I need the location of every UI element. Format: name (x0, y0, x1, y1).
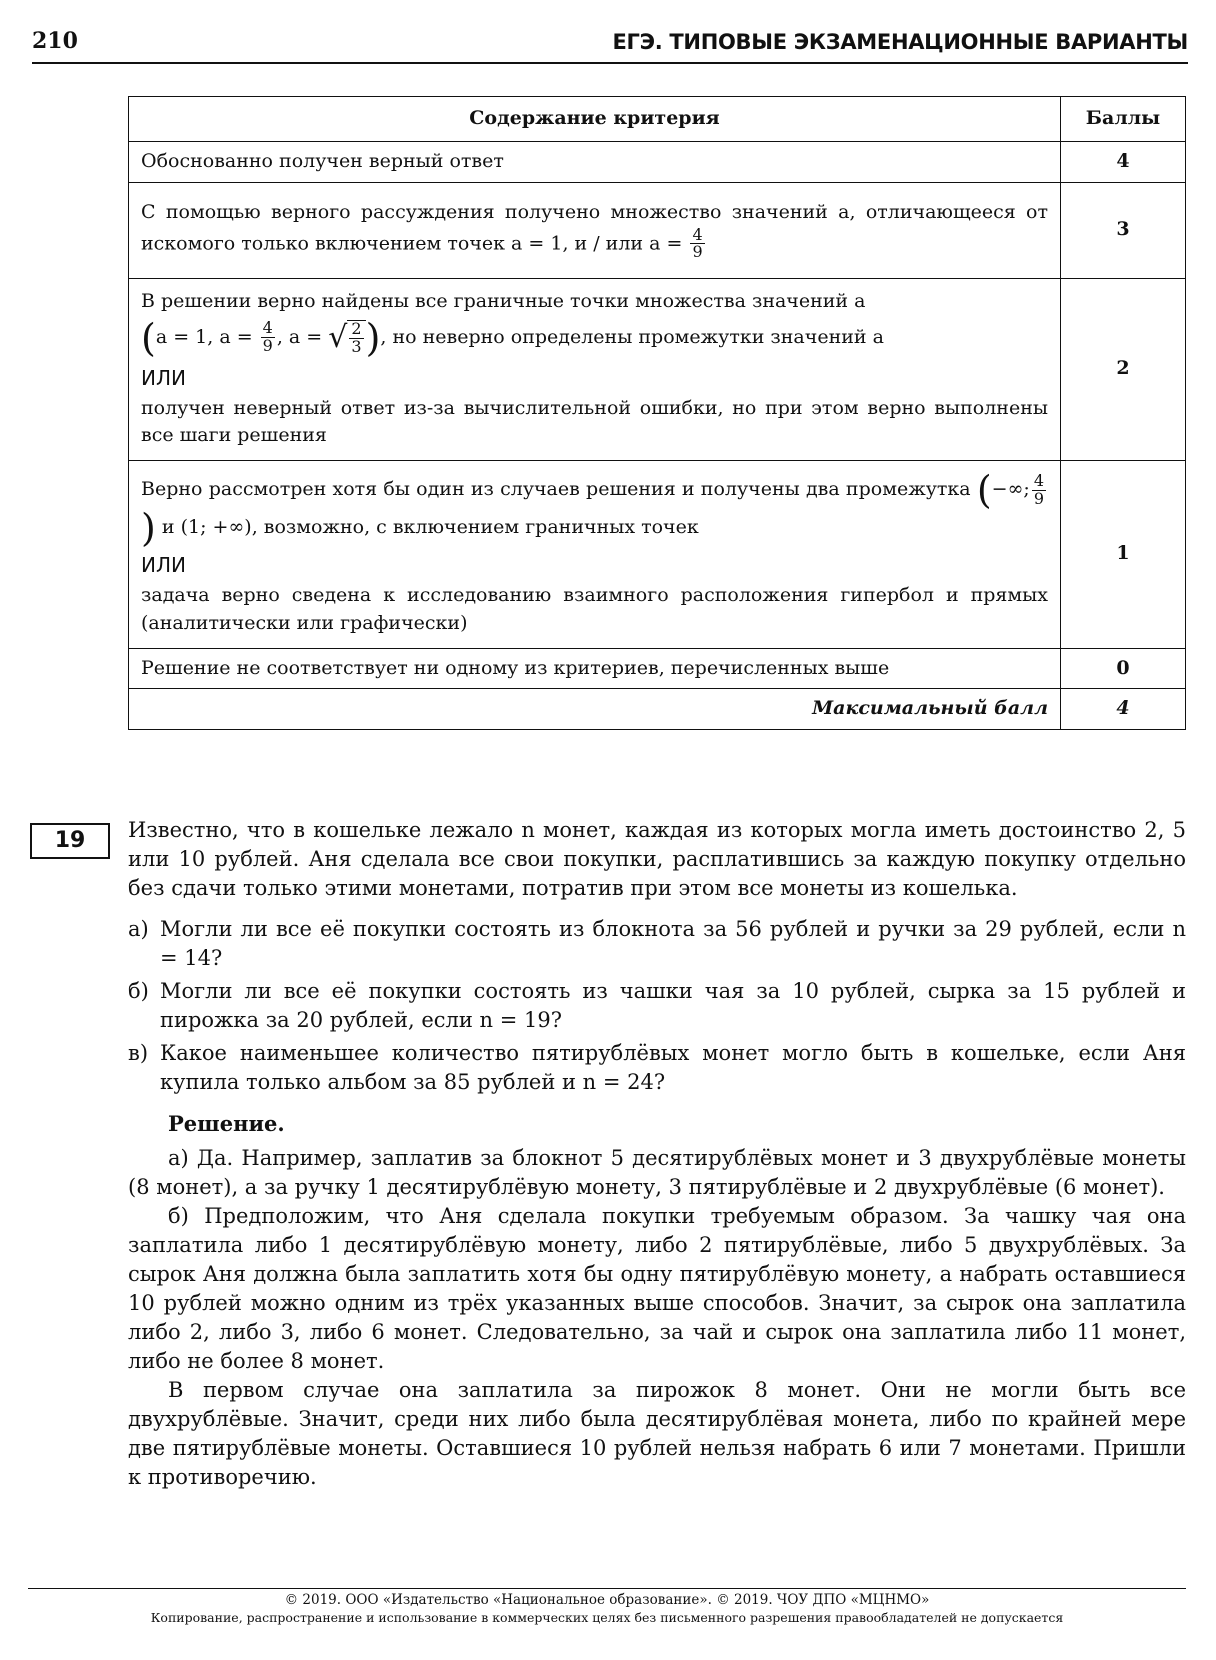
column-header-content: Содержание критерия (129, 97, 1061, 142)
task-item-mark: в) (128, 1041, 149, 1065)
math-expression: , a = (276, 325, 323, 348)
task-intro: Известно, что в кошельке лежало n монет, каждая из которых могла иметь достоинство 2, 5 или 10 рублей. Аня сделала все свои покупки, расплатившись за каждую покупку отдельно без сдачи только этими монетами, потратив при этом все монеты из кошелька. (128, 818, 1186, 900)
or-separator: ИЛИ (141, 365, 186, 390)
criterion-text: , возможно, с включением граничных точек (251, 516, 699, 538)
criterion-cell: Верно рассмотрен хотя бы один из случаев решения и получены два промежутка (−∞; $\frac{4}{9}$ ) и (1; +∞), возможно, с включением граничных точек ИЛИ задача верно сведена к исследованию взаимного расположения гипербол и прямых (аналитически или графически) (129, 460, 1061, 648)
max-score-row (129, 689, 1186, 730)
criterion-text: задача верно сведена к исследованию взаимного расположения гипербол и прямых (аналитически или графически) (141, 584, 1048, 634)
task-item (128, 1039, 1186, 1097)
task-item (128, 915, 1186, 973)
criterion-text: С помощью верного рассуждения получено множество значений a, отличающееся от искомого только включением точек a = 1, и / или a = (141, 200, 1048, 254)
table-row (129, 460, 1186, 648)
or-separator: ИЛИ (141, 553, 186, 577)
table-row (129, 142, 1186, 183)
task-body (128, 816, 1186, 1492)
page-header (32, 22, 1188, 64)
copyright-notice: Копирование, распространение и использование в коммерческих целях без письменного разрешения правообладателей не допускается (150, 1610, 1064, 1625)
square-root: √ $\frac{2}{3}$ (328, 316, 365, 360)
solution-paragraph: б) Предположим, что Аня сделала покупки требуемым образом. За чашку чая она заплатила либо 1 десятирублёвую монету, либо 2 пятирублёвые, либо 5 двухрублёвых. За сырок Аня должна была заплатить хотя бы одну пятирублёвую монету, а набрать оставшиеся 10 рублей можно одним из трёх указанных выше способов. Значит, за сырок она заплатила либо 2, либо 3, либо 6 монет. Следовательно, за чай и сырок она заплатила либо 11 монет, либо не более 8 монет. (128, 1204, 1186, 1373)
task-item (128, 977, 1186, 1035)
max-score-label: Максимальный балл (129, 689, 1061, 730)
math-expression: (1; +∞) (180, 516, 252, 538)
fraction: $\frac{4}{9}$ (692, 224, 703, 262)
criterion-score: 4 (1061, 142, 1186, 183)
table-row (129, 278, 1186, 460)
max-score-value: 4 (1061, 689, 1186, 730)
criterion-score: 2 (1061, 278, 1186, 460)
criterion-text: получен неверный ответ из-за вычислительной ошибки, но при этом верно выполнены все шаги решения (141, 396, 1048, 447)
criterion-score: 0 (1061, 648, 1186, 689)
criterion-score: 3 (1061, 182, 1186, 278)
criterion-text: и (161, 516, 175, 538)
task-number: 19 (30, 823, 110, 859)
solution-title: Решение. (168, 1111, 285, 1136)
criterion-text: Верно рассмотрен хотя бы один из случаев решения и получены два промежутка (141, 478, 971, 500)
criterion-score: 1 (1061, 460, 1186, 648)
copyright-line: © 2019. ООО «Издательство «Национальное образование». © 2019. ЧОУ ДПО «МЦНМО» (284, 1592, 930, 1608)
task-item-mark: а) (128, 917, 149, 941)
criterion-cell (129, 182, 1061, 278)
solution-paragraph: В первом случае она заплатила за пирожок 8 монет. Они не могли быть все двухрублёвые. Значит, среди них либо была десятирублёвая монета, либо по крайней мере две пятирублёвые монеты. Оставшиеся 10 рублей нельзя набрать 6 или 7 монетами. Пришли к противоречию. (128, 1378, 1186, 1489)
math-expression: −∞; (991, 478, 1030, 500)
task-item-mark: б) (128, 979, 149, 1003)
criterion-cell: В решении верно найдены все граничные точки множества значений a (a = 1, a = $\frac{4}{9}$ , a = √ $\frac{2}{3}$ ), но неверно определены промежутки значений a ИЛИ получен неверный ответ из-за вычислительной ошибки, но при этом верно выполнены все шаги решения (129, 278, 1061, 460)
criteria-table (128, 96, 1186, 730)
fraction: $\frac{4}{9}$ (262, 318, 273, 356)
task-item-text: Могли ли все её покупки состоять из блокнота за 56 рублей и ручки за 29 рублей, если n = 14? (160, 917, 1186, 970)
solution-paragraph: а) Да. Например, заплатив за блокнот 5 десятирублёвых монет и 3 двухрублёвые монеты (8 монет), а за ручку 1 десятирублёвую монету, 3 пятирублёвые и 2 двухрублёвые (6 монет). (128, 1146, 1186, 1199)
page-footer (28, 1588, 1186, 1626)
column-header-score: Баллы (1061, 97, 1186, 142)
running-title: ЕГЭ. ТИПОВЫЕ ЭКЗАМЕНАЦИОННЫЕ ВАРИАНТЫ (612, 30, 1188, 54)
table-row (129, 648, 1186, 689)
criterion-text: В решении верно найдены все граничные точки множества значений a (141, 290, 866, 313)
table-row (129, 182, 1186, 278)
page-number: 210 (32, 28, 78, 54)
criterion-text: Решение не соответствует ни одному из критериев, перечисленных выше (129, 648, 1061, 689)
task-item-text: Могли ли все её покупки состоять из чашки чая за 10 рублей, сырка за 15 рублей и пирожка за 20 рублей, если n = 19? (160, 979, 1186, 1032)
task-item-text: Какое наименьшее количество пятирублёвых монет могло быть в кошельке, если Аня купила только альбом за 85 рублей и n = 24? (160, 1041, 1186, 1094)
table-header-row (129, 97, 1186, 142)
fraction: $\frac{4}{9}$ (1033, 470, 1044, 508)
math-expression: a = 1, a = (155, 325, 253, 348)
criterion-text: Обоснованно получен верный ответ (129, 142, 1061, 183)
criterion-text: , но неверно определены промежутки значений a (380, 325, 884, 348)
